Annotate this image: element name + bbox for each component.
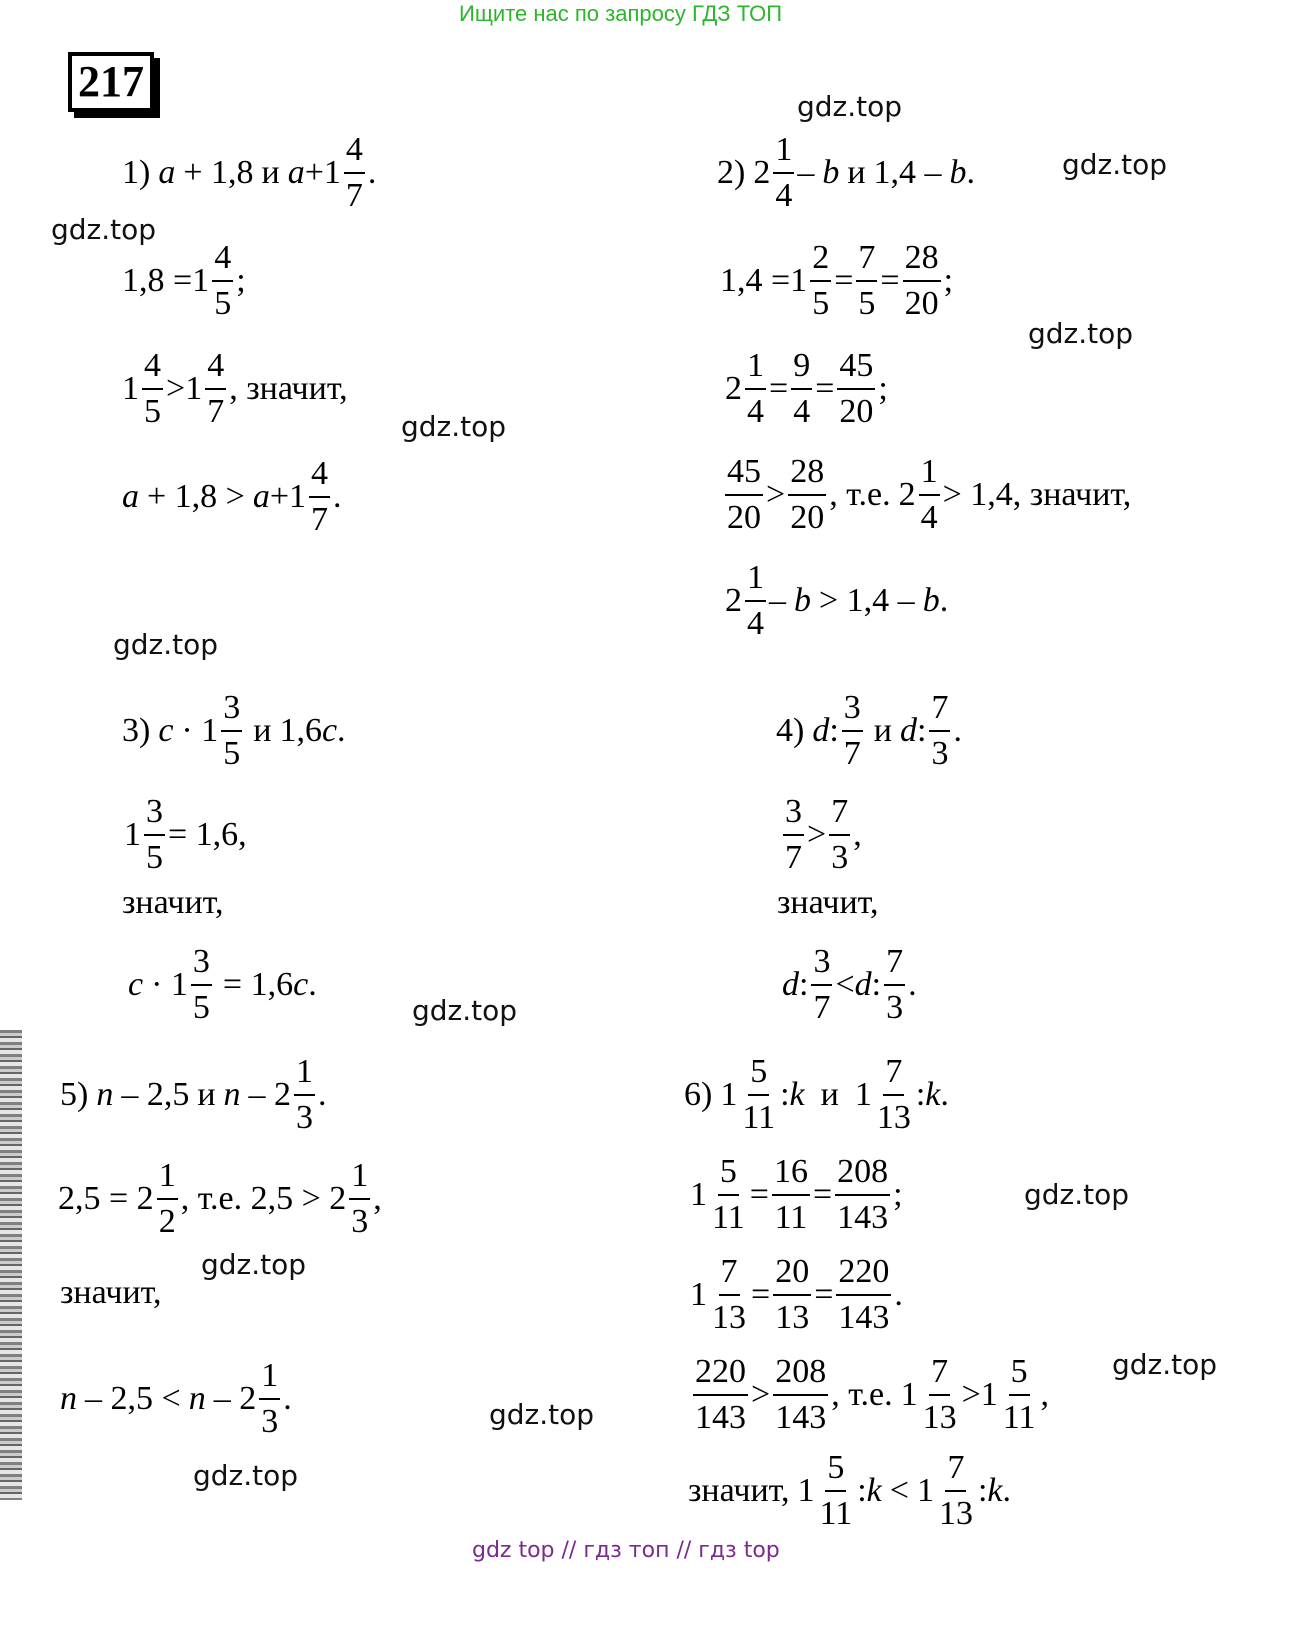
denominator: 5 — [214, 285, 232, 322]
watermark: gdz.top — [412, 994, 518, 1027]
fraction-4-5 — [142, 344, 163, 434]
text: , т.е. — [829, 476, 891, 513]
p4-line-1 — [776, 686, 962, 776]
p6-label: 6) — [684, 1076, 713, 1113]
fraction-5-11 — [817, 1446, 854, 1536]
denominator: 11 — [1002, 1399, 1036, 1436]
text: значит, — [122, 884, 224, 921]
fraction-3-7 — [783, 790, 804, 880]
denominator: 5 — [858, 285, 876, 322]
text: = — [749, 1176, 769, 1213]
var-d: d — [899, 712, 917, 749]
text: и — [820, 1076, 839, 1113]
numerator: 1 — [294, 1050, 315, 1096]
var-k: k — [925, 1076, 941, 1113]
text: = 1,6 — [222, 966, 294, 1003]
p2-line-4 — [722, 450, 1131, 540]
text: : — [977, 1472, 988, 1509]
text: = — [834, 262, 854, 299]
text: = 1,6, — [168, 816, 247, 853]
numerator: 7 — [883, 1050, 904, 1096]
site-banner[interactable]: Ищите нас по запросу ГДЗ ТОП — [459, 1, 783, 26]
text: – 2 — [248, 1076, 292, 1113]
p3-line-2 — [124, 790, 247, 880]
denominator: 5 — [146, 839, 163, 876]
denominator: 143 — [838, 1299, 890, 1336]
text: > 1,4 – — [819, 582, 915, 619]
text: 1 — [916, 1472, 934, 1509]
numerator: 5 — [1009, 1350, 1030, 1396]
scan-edge-artifact — [0, 1030, 22, 1500]
text: : — [780, 1076, 790, 1113]
text: > — [166, 370, 186, 407]
numerator: 20 — [773, 1250, 811, 1296]
text: . — [337, 712, 346, 749]
text: – 2,5 < — [85, 1380, 181, 1417]
var-c: c — [321, 712, 338, 749]
denominator: 4 — [747, 393, 764, 430]
numerator: 3 — [783, 790, 804, 836]
fraction-1-4 — [919, 450, 940, 540]
text: – 2 — [213, 1380, 257, 1417]
text: . — [966, 154, 976, 191]
p2-line-5 — [725, 556, 948, 646]
numerator: 1 — [259, 1354, 280, 1400]
text: + 1,8 — [183, 154, 254, 191]
fraction-7-3 — [829, 790, 850, 880]
fraction-3-5 — [144, 790, 165, 880]
watermark: gdz.top — [401, 410, 507, 443]
numerator: 7 — [929, 1350, 950, 1396]
denominator: 7 — [207, 393, 225, 430]
p4-line-2 — [780, 790, 862, 880]
denominator: 5 — [223, 735, 241, 772]
text: > — [807, 816, 827, 853]
fraction-7-5 — [856, 236, 877, 326]
fraction-20-13 — [773, 1250, 811, 1340]
fraction-45-20 — [725, 450, 763, 540]
var-n: n — [60, 1380, 77, 1417]
denominator: 20 — [839, 393, 874, 430]
text: = — [812, 1176, 833, 1213]
watermark: gdz.top — [193, 1459, 299, 1492]
var-d: d — [854, 966, 872, 1003]
numerator: 220 — [693, 1350, 748, 1396]
text: . — [939, 582, 949, 619]
numerator: 1 — [349, 1154, 370, 1200]
text: ; — [236, 262, 246, 299]
numerator: 208 — [773, 1350, 828, 1396]
text: 2 — [725, 370, 742, 407]
text: < — [889, 1472, 909, 1509]
text: 1,4 =1 — [720, 262, 808, 299]
numerator: 5 — [825, 1446, 846, 1492]
text: . — [367, 154, 377, 191]
text: + 1,8 > — [147, 478, 245, 515]
text: , т.е. — [831, 1376, 893, 1413]
text: = — [751, 1276, 771, 1313]
fraction-208-143 — [773, 1350, 828, 1440]
var-k: k — [789, 1076, 805, 1113]
text: значит, — [60, 1274, 162, 1311]
watermark: gdz.top — [797, 90, 903, 123]
fraction-1-3 — [294, 1050, 315, 1140]
fraction-1-2 — [157, 1154, 178, 1244]
text: , — [373, 1180, 382, 1217]
denominator: 3 — [296, 1099, 314, 1136]
p1-label: 1) — [122, 154, 151, 191]
p6-line-5 — [688, 1446, 1011, 1536]
fraction-3-5 — [191, 940, 212, 1030]
p2-label: 2) — [717, 154, 746, 191]
text: – 2,5 — [121, 1076, 190, 1113]
text: · 1 — [151, 966, 188, 1003]
denominator: 13 — [876, 1099, 911, 1136]
text: 1 — [690, 1276, 707, 1313]
denominator: 13 — [775, 1299, 810, 1336]
numerator: 7 — [719, 1250, 740, 1296]
p5-line-4 — [60, 1354, 292, 1444]
text: < — [835, 966, 855, 1003]
text: 1 — [124, 816, 141, 853]
numerator: 7 — [945, 1446, 966, 1492]
text: , — [853, 816, 862, 853]
text: 1 — [900, 1376, 918, 1413]
denominator: 7 — [311, 501, 329, 538]
watermark: gdz.top — [113, 628, 219, 661]
denominator: 3 — [886, 989, 904, 1026]
p3-label: 3) — [122, 712, 151, 749]
text: , — [1040, 1376, 1050, 1413]
text: 1,6 — [279, 712, 322, 749]
var-b: b — [822, 154, 840, 191]
fraction-1-3 — [259, 1354, 280, 1444]
denominator: 3 — [351, 1203, 369, 1240]
watermark: gdz.top — [1028, 317, 1134, 350]
fraction-4-7 — [205, 344, 226, 434]
p6-line-4 — [690, 1350, 1049, 1440]
text: . — [333, 478, 342, 515]
fraction-7-13 — [937, 1446, 975, 1536]
p5-line-2 — [58, 1154, 382, 1244]
text: . — [953, 712, 962, 749]
numerator: 16 — [772, 1150, 810, 1196]
fraction-4-7 — [344, 128, 365, 218]
var-n: n — [188, 1380, 206, 1417]
numerator: 5 — [748, 1050, 769, 1096]
fraction-7-13 — [710, 1250, 748, 1340]
denominator: 7 — [785, 839, 802, 876]
numerator: 4 — [205, 344, 226, 390]
numerator: 5 — [718, 1150, 739, 1196]
fraction-45-20 — [837, 344, 875, 434]
watermark: gdz.top — [1024, 1178, 1130, 1211]
denominator: 4 — [747, 605, 764, 642]
numerator: 4 — [142, 344, 163, 390]
numerator: 28 — [903, 236, 941, 282]
p5-line-1 — [60, 1050, 327, 1140]
numerator: 7 — [856, 236, 877, 282]
denominator: 5 — [812, 285, 830, 322]
var-k: k — [987, 1472, 1003, 1509]
p1-line-1 — [122, 128, 376, 218]
fraction-1-4 — [773, 128, 794, 218]
denominator: 143 — [775, 1399, 827, 1436]
p2-line-1 — [717, 128, 975, 218]
p6-line-3 — [690, 1250, 903, 1340]
fraction-4-5 — [212, 236, 233, 326]
var-c: c — [158, 712, 174, 749]
var-a: a — [252, 478, 270, 515]
fraction-5-11 — [1001, 1350, 1038, 1440]
fraction-3-5 — [221, 686, 242, 776]
fraction-1-4 — [745, 344, 766, 434]
var-a: a — [122, 478, 139, 515]
text: и — [847, 154, 866, 191]
fraction-9-4 — [791, 344, 812, 434]
text: значит, — [777, 884, 879, 921]
text: и — [873, 712, 892, 749]
text: 2 — [753, 154, 771, 191]
text: : — [857, 1472, 867, 1509]
numerator: 1 — [745, 556, 766, 602]
denominator: 20 — [904, 285, 939, 322]
numerator: 1 — [919, 450, 940, 496]
text: 1,4 – — [873, 154, 942, 191]
text: . — [308, 966, 317, 1003]
text: = — [769, 370, 789, 407]
fraction-220-143 — [836, 1250, 891, 1340]
p3-line-3 — [122, 884, 223, 922]
var-b: b — [922, 582, 940, 619]
denominator: 4 — [775, 177, 793, 214]
text: ; — [943, 262, 954, 299]
text: ; — [893, 1176, 903, 1213]
text: . — [894, 1276, 903, 1313]
text: и — [261, 154, 280, 191]
text: 1 — [854, 1076, 872, 1113]
numerator: 220 — [836, 1250, 891, 1296]
text: и — [197, 1076, 216, 1113]
numerator: 3 — [221, 686, 242, 732]
var-d: d — [812, 712, 830, 749]
fraction-16-11 — [772, 1150, 810, 1240]
denominator: 3 — [261, 1403, 279, 1440]
text: ; — [878, 370, 888, 407]
denominator: 7 — [843, 735, 861, 772]
denominator: 13 — [922, 1399, 957, 1436]
fraction-28-20 — [903, 236, 941, 326]
numerator: 9 — [791, 344, 812, 390]
numerator: 1 — [157, 1154, 178, 1200]
text: +1 — [304, 154, 341, 191]
watermark: gdz.top — [489, 1398, 595, 1431]
numerator: 45 — [837, 344, 875, 390]
denominator: 11 — [742, 1099, 776, 1136]
text: : — [915, 1076, 926, 1113]
p2-line-2 — [720, 236, 953, 326]
fraction-2-5 — [810, 236, 831, 326]
denominator: 5 — [192, 989, 210, 1026]
denominator: 11 — [819, 1495, 853, 1532]
text: 1 — [122, 370, 139, 407]
text: +1 — [269, 478, 307, 515]
text: = — [880, 262, 900, 299]
denominator: 7 — [345, 177, 363, 214]
denominator: 20 — [727, 499, 761, 536]
text: . — [908, 966, 917, 1003]
text: 1 — [690, 1176, 707, 1213]
denominator: 143 — [837, 1199, 889, 1236]
p6-line-1 — [684, 1050, 949, 1140]
fraction-7-3 — [929, 686, 950, 776]
numerator: 3 — [144, 790, 165, 836]
denominator: 7 — [813, 989, 831, 1026]
p1-line-2 — [122, 236, 246, 326]
numerator: 7 — [884, 940, 905, 986]
text: > — [766, 476, 786, 513]
text: 1,8 =1 — [122, 262, 210, 299]
p2-line-3 — [725, 344, 888, 434]
text: 2,5 = 2 — [58, 1180, 154, 1217]
numerator: 4 — [344, 128, 365, 174]
fraction-1-3 — [349, 1154, 370, 1244]
fraction-28-20 — [788, 450, 826, 540]
text: 1 — [980, 1376, 998, 1413]
numerator: 7 — [929, 686, 950, 732]
p6-line-2 — [690, 1150, 903, 1240]
fraction-1-4 — [745, 556, 766, 646]
p3-line-1 — [122, 686, 346, 776]
text: значит, — [688, 1472, 790, 1509]
fraction-4-7 — [309, 452, 330, 542]
denominator: 2 — [158, 1203, 176, 1240]
numerator: 3 — [811, 940, 832, 986]
watermark: gdz.top — [1062, 148, 1168, 181]
text: : — [916, 712, 927, 749]
var-a: a — [158, 154, 176, 191]
text: · 1 — [181, 712, 219, 749]
denominator: 3 — [931, 735, 949, 772]
text: – — [769, 582, 786, 619]
numerator: 3 — [842, 686, 863, 732]
denominator: 4 — [793, 393, 811, 430]
fraction-7-13 — [875, 1050, 913, 1140]
fraction-7-13 — [921, 1350, 959, 1440]
text: = — [815, 370, 835, 407]
numerator: 1 — [773, 128, 794, 174]
text: > — [751, 1376, 771, 1413]
watermark: gdz.top — [51, 213, 157, 246]
denominator: 11 — [712, 1199, 745, 1236]
denominator: 3 — [831, 839, 849, 876]
text: > — [961, 1376, 981, 1413]
text: и — [253, 712, 272, 749]
text: . — [940, 1076, 949, 1113]
var-b: b — [949, 154, 967, 191]
text: – — [797, 154, 815, 191]
fraction-208-143 — [835, 1150, 890, 1240]
var-n: n — [223, 1076, 241, 1113]
var-d: d — [782, 966, 799, 1003]
watermark: gdz.top — [201, 1248, 307, 1281]
p4-line-4 — [782, 940, 917, 1030]
text: , значит, — [229, 370, 348, 407]
denominator: 13 — [938, 1495, 973, 1532]
text: 1 — [797, 1472, 815, 1509]
numerator: 45 — [725, 450, 763, 496]
fraction-220-143 — [693, 1350, 748, 1440]
p1-line-3 — [122, 344, 348, 434]
var-c: c — [293, 966, 309, 1003]
numerator: 4 — [212, 236, 233, 282]
text: 1 — [185, 370, 203, 407]
text: . — [283, 1380, 292, 1417]
text: 1 — [720, 1076, 738, 1113]
fraction-3-7 — [811, 940, 832, 1030]
p5-line-3 — [60, 1274, 161, 1312]
p4-label: 4) — [776, 712, 805, 749]
fraction-5-11 — [740, 1050, 777, 1140]
denominator: 20 — [790, 499, 825, 536]
p5-label: 5) — [60, 1076, 89, 1113]
var-c: c — [128, 966, 144, 1003]
footer-links[interactable]: gdz top // гдз топ // гдз top — [472, 1538, 780, 1563]
problem-number: 217 — [68, 52, 154, 112]
numerator: 2 — [810, 236, 831, 282]
text: . — [1002, 1472, 1011, 1509]
var-k: k — [866, 1472, 882, 1509]
p3-line-4 — [128, 940, 317, 1030]
text: 2 — [898, 476, 916, 513]
var-b: b — [794, 582, 811, 619]
text: = — [814, 1276, 834, 1313]
numerator: 208 — [835, 1150, 890, 1196]
text: : — [829, 712, 839, 749]
fraction-5-11 — [710, 1150, 747, 1240]
p4-line-3 — [777, 884, 878, 922]
fraction-3-7 — [842, 686, 863, 776]
text: : — [871, 966, 882, 1003]
denominator: 143 — [695, 1399, 746, 1436]
fraction-7-3 — [884, 940, 905, 1030]
denominator: 4 — [920, 499, 938, 536]
text: . — [318, 1076, 327, 1113]
text: > 1,4, значит, — [942, 476, 1132, 513]
var-n: n — [96, 1076, 114, 1113]
text: 2 — [725, 582, 742, 619]
p1-line-4 — [122, 452, 342, 542]
denominator: 13 — [712, 1299, 746, 1336]
watermark: gdz.top — [1112, 1348, 1218, 1381]
numerator: 3 — [191, 940, 212, 986]
numerator: 1 — [745, 344, 766, 390]
numerator: 4 — [309, 452, 330, 498]
numerator: 7 — [829, 790, 850, 836]
denominator: 5 — [144, 393, 161, 430]
var-a: a — [287, 154, 305, 191]
text: , т.е. 2,5 > 2 — [180, 1180, 347, 1217]
text: : — [799, 966, 809, 1003]
denominator: 11 — [774, 1199, 808, 1236]
numerator: 28 — [788, 450, 826, 496]
